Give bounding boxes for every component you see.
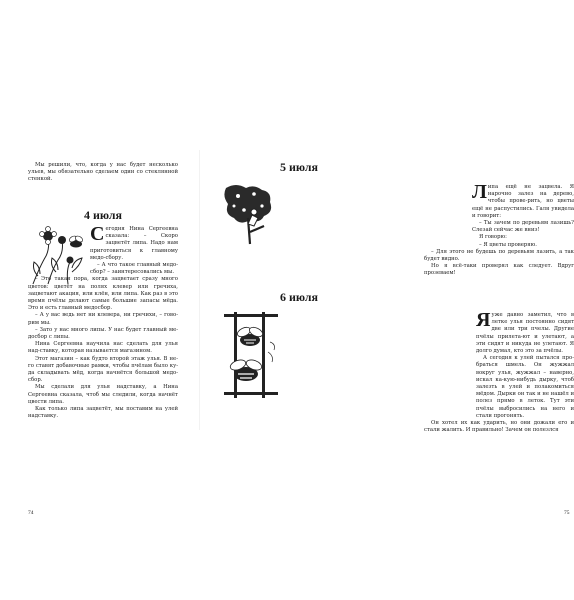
page-number-left: 74 (28, 510, 34, 516)
paragraph: – А у вас ведь нет ни клевера, ни гречихи, – гово-рим мы. (28, 312, 178, 326)
paragraph: Я говорю: (479, 234, 507, 241)
dropcap: Л (472, 181, 487, 203)
paragraph: Мы сделали для улья надставку, а Нина Сергеевна сказала, чтоб мы следили, когда начнёт цвести липа. (28, 384, 178, 405)
right-page (200, 0, 574, 600)
paragraph: А сегодня к улей пытался про-браться шмель. Он жужжал вокруг улья, жужжал – наверно, искал ка-кую-нибудь дырку, чтоб залезть в улей и полакомиться мёдом. Дырки он так и не нашёл и полез прямо в леток. Тут эти пчёлы выбросились на него и стали прогонять. (476, 355, 574, 419)
paragraph-first: Яуже давно заметил, что в летке улья постоянно сидят две или три пчелы. Другие пчёлы прилета-ют и улетают, а эти сидят и никуда не улетают. Я долго думал, кто это за пчёлы. (476, 309, 574, 355)
right-body-1 (424, 181, 574, 278)
paragraph: Нина Сергеевна научила нас сделать для улья над-ставку, которая называется магазином. (28, 341, 178, 355)
paragraph: – Для этого не будешь по деревьям лазить, а так будет видно. (424, 248, 574, 263)
dropcap: С (90, 223, 105, 245)
paragraph: Но я всё-таки проверял как следует. Вдруг прозеваем! (424, 263, 574, 277)
left-page (0, 0, 200, 600)
illustration-bees-at-hive (224, 312, 278, 398)
paragraph: – А что такое главный медо-сбор? – заинтересовались мы. (90, 262, 178, 276)
dropcap: Я (476, 309, 491, 331)
heading-july-4: 4 июля (83, 208, 122, 222)
left-intro (28, 162, 178, 184)
illustration-boy-in-tree (224, 182, 274, 246)
heading-july-5: 5 июля (279, 160, 318, 174)
paragraph-first: Липа ещё не зацвела. Я нарочно залез на дерево, чтобы прове-рить, но цветы ещё не распустились. Галя увидела и говорит: (472, 181, 574, 219)
heading-july-6: 6 июля (279, 290, 318, 304)
page-number-right: 75 (564, 510, 570, 516)
paragraph: – Это такая пора, когда зацветает сразу много цветов: цветёт на полях клевер или гречиха, зацветают акация, или клён, или липа. Как раз в это время пчёлы делают самые большие запасы мёда. Это и есть главный медосбор. (28, 276, 178, 312)
intro-paragraph: Мы решили, что, когда у нас будет несколько ульев, мы обязательно сделаем один со стеклянной стенкой. (28, 162, 178, 183)
paragraph: Этот магазин – как будто второй этаж улья. В не-го ставят добавочные рамки, чтобы пчёлам было ку-да складывать мёд, когда начнётся большой медо-сбор. (28, 355, 178, 384)
paragraph: – Ты зачем по деревьям лазишь? Слезай сейчас же вниз! (472, 220, 574, 234)
right-body-2 (424, 309, 574, 434)
paragraph: Он хотел их как ударить, но они дожали его и стали жалить. И правильно! Зачем он полезлся (424, 420, 574, 434)
paragraph: – Я цветы проверяю. (479, 241, 537, 248)
paragraph: – Зато у нас много липы. У нас будет главный ме-досбор с липы. (28, 326, 178, 341)
paragraph-first: Сегодня Нина Сергеевна сказала: – Скоро зацветёт липа. Надо нам приготовиться к главному медо-сбору. (90, 223, 178, 261)
left-body (28, 223, 178, 420)
paragraph: Как только липа зацветёт, мы поставим на улей надставку. (28, 406, 178, 420)
